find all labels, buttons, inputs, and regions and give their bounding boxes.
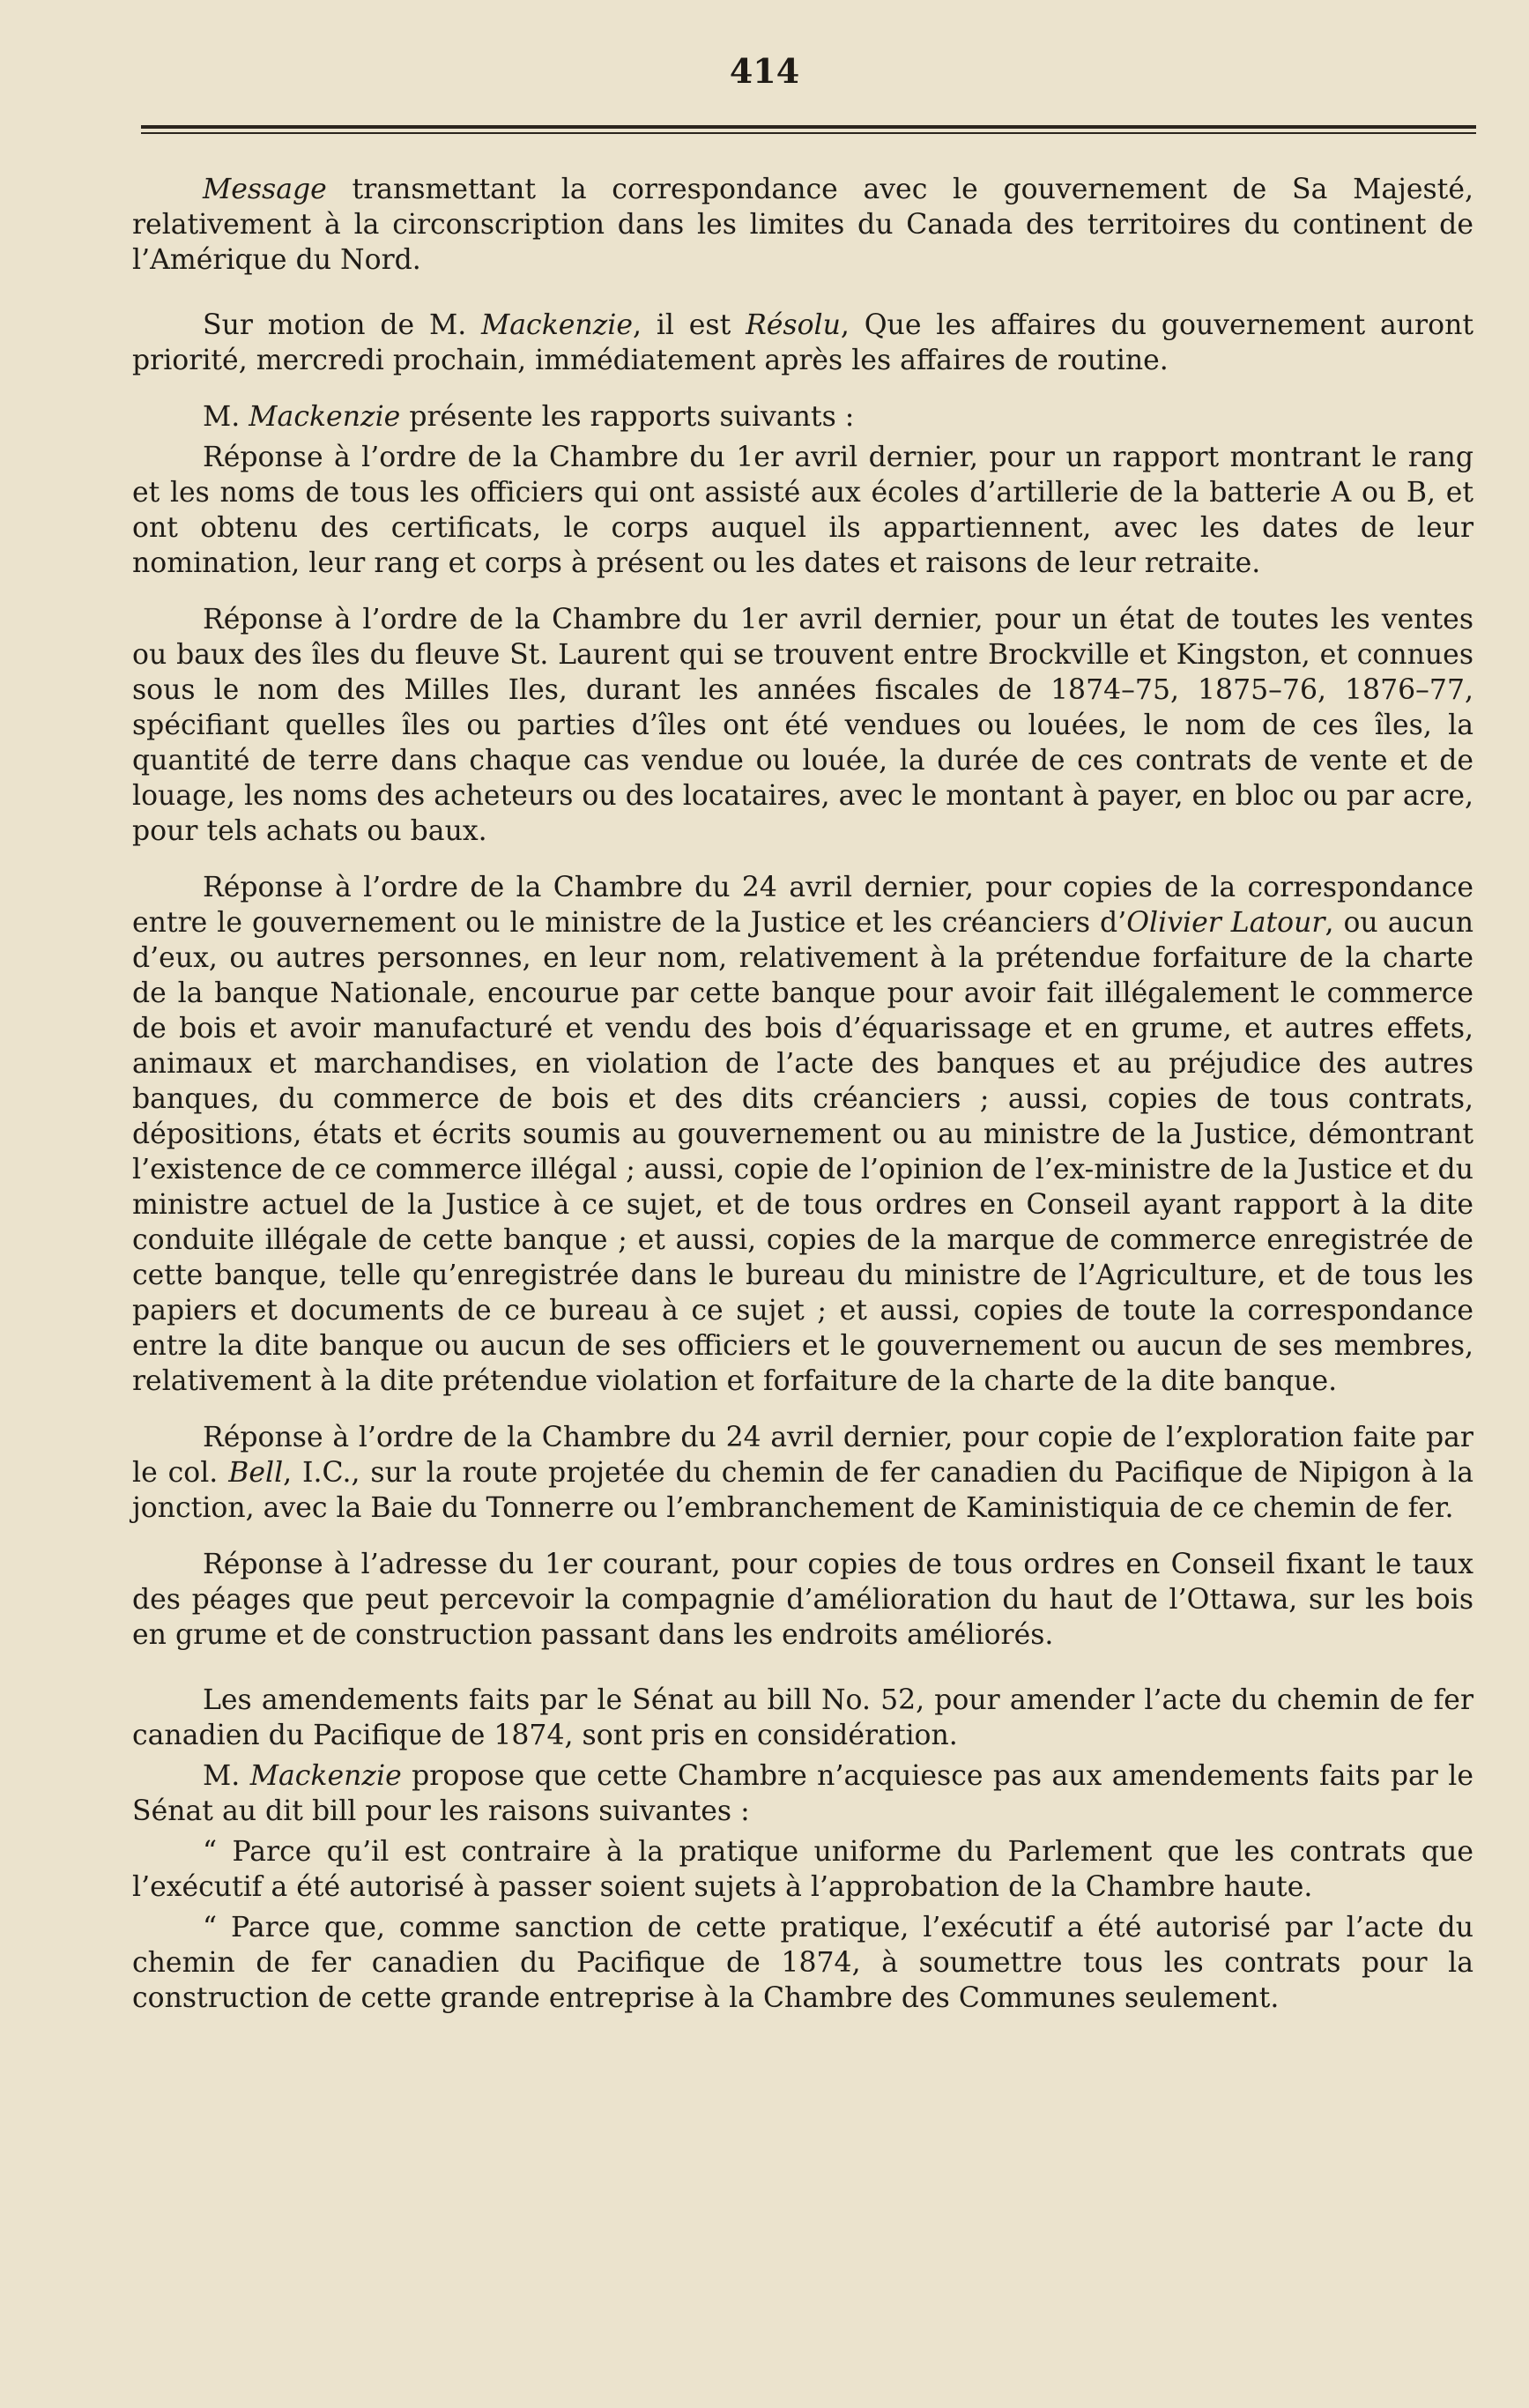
page-number: 414 — [729, 51, 800, 91]
text-segment: Sur motion de M. — [203, 309, 467, 341]
header-rule — [141, 125, 1476, 129]
paragraph-reponse-exploration — [132, 1420, 1473, 1526]
text-segment: propose que cette Chambre n’acquiesce pas aux amendements faits par le Sénat au dit bill pour les raisons suivantes : — [132, 1760, 1473, 1827]
paragraph-reponse-artillerie: Réponse à l’ordre de la Chambre du 1er avril dernier, pour un rapport montrant le rang et les noms de tous les officiers qui ont assisté aux écoles d’artillerie de la batterie A ou B, et ont obtenu des certificats, le corps auquel ils appartiennent, avec les dates de leur nomination, leur rang et corps à présent ou les dates et raisons de leur retraite. — [132, 442, 1473, 579]
resolu-term: Résolu — [746, 309, 841, 341]
person-name: Olivier Latour — [1126, 907, 1325, 939]
paragraph-amendements: Les amendements faits par le Sénat au bill No. 52, pour amender l’acte du chemin de fer canadien du Pacifique de 1874, sont pris en considération. — [132, 1684, 1473, 1751]
header-rule-thin — [141, 132, 1476, 134]
person-name: Mackenzie — [249, 1760, 402, 1792]
paragraph-raison-1: “ Parce qu’il est contraire à la pratique uniforme du Parlement que les contrats que l’exécutif a été autorisé à passer soient sujets à l’approbation de la Chambre haute. — [132, 1836, 1473, 1903]
paragraph-reponse-iles: Réponse à l’ordre de la Chambre du 1er avril dernier, pour un état de toutes les ventes ou baux des îles du fleuve St. Laurent qui se trouvent entre Brockville et Kingston, et connues sous le nom des Milles Iles, durant les années fiscales de 1874–75, 1875–76, 1876–77, spécifiant quelles îles ou parties d’îles ont été vendues ou louées, le nom de ces îles, la quantité de terre dans chaque cas vendue ou louée, la durée de ces contrats de vente et de louage, les noms des acheteurs ou des locataires, avec le montant à payer, en bloc ou par acre, pour tels achats ou baux. — [132, 604, 1473, 847]
text-segment: , ou aucun d’eux, ou autres personnes, en leur nom, relativement à la prétendue forfaiture de la charte de la banque Nationale, encourue par cette banque pour avoir fait illégalement le commerce de bois et avoir manufacturé et vendu des bois d’équarissage et en grume, et autres effets, animaux et marchandises, en violation de l’acte des banques et au préjudice des autres banques, du commerce de bois et des dits créanciers ; aussi, copies de tous contrats, dépositions, états et écrits soumis au gouvernement ou au ministre de la Justice, démontrant l’existence de ce commerce illégal ; aussi, copie de l’opinion de l’ex-ministre de la Justice et du ministre actuel de la Justice à ce sujet, et de tous ordres en Conseil ayant rapport à la dite conduite illégale de cette banque ; et aussi, copies de la marque de commerce enregistrée de cette banque, telle qu’enregistrée dans le bureau du ministre de l’Agriculture, et de tous les papiers et documents de ce bureau à ce sujet ; et aussi, copies de toute la correspondance entre la dite banque ou aucun de ses officiers et le gouvernement ou aucun de ses membres, relativement à la dite prétendue violation et forfaiture de la charte de la dite banque. — [132, 907, 1474, 1397]
paragraph-text: transmettant la correspondance avec le gouvernement de Sa Majesté, relativement à la circonscription dans les limites du Canada des territoires du continent de l’Amérique du Nord. — [132, 174, 1473, 276]
person-name: Mackenzie — [481, 309, 634, 341]
person-name: Mackenzie — [249, 401, 401, 433]
text-segment: , il est — [633, 309, 731, 341]
paragraph-reponse-peages: Réponse à l’adresse du 1er courant, pour copies de tous ordres en Conseil fixant le taux des péages que peut percevoir la compagnie d’amélioration du haut de l’Ottawa, sur les bois en grume et de construction passant dans les endroits améliorés. — [132, 1549, 1473, 1651]
text-segment: présente les rapports suivants : — [409, 401, 855, 433]
text-segment: Réponse à l’ordre de la Chambre du 24 avril dernier, pour copies de la correspondance entre le gouvernement ou le ministre de la Justice et les créanciers d’ — [132, 872, 1473, 939]
paragraph-presente — [132, 399, 1473, 435]
text-segment: , Que les affaires du gouvernement auront priorité, mercredi prochain, immédiatement après les affaires de routine. — [132, 309, 1474, 376]
person-name: Bell — [228, 1457, 284, 1489]
text-segment: , I.C., sur la route projetée du chemin de fer canadien du Pacifique de Nipigon à la jonction, avec la Baie du Tonnerre ou l’embranchement de Kaministiquia de ce chemin de fer. — [132, 1457, 1473, 1524]
text-segment: M. — [203, 1760, 241, 1792]
paragraph-message — [132, 172, 1473, 278]
page-body — [132, 172, 1473, 2021]
paragraph-raison-2: “ Parce que, comme sanction de cette pratique, l’exécutif a été autorisé par l’acte du chemin de fer canadien du Pacifique de 1874, à soumettre tous les contrats pour la construction de cette grande entreprise à la Chambre des Communes seulement. — [132, 1912, 1473, 2014]
paragraph-motion — [132, 308, 1473, 378]
paragraph-propose — [132, 1758, 1473, 1829]
text-segment: M. — [203, 401, 241, 433]
italic-lead: Message — [203, 174, 327, 205]
text-segment: Réponse à l’ordre de la Chambre du 24 avril dernier, pour copie de l’exploration faite par le col. — [132, 1422, 1473, 1489]
paragraph-reponse-banque — [132, 870, 1473, 1399]
